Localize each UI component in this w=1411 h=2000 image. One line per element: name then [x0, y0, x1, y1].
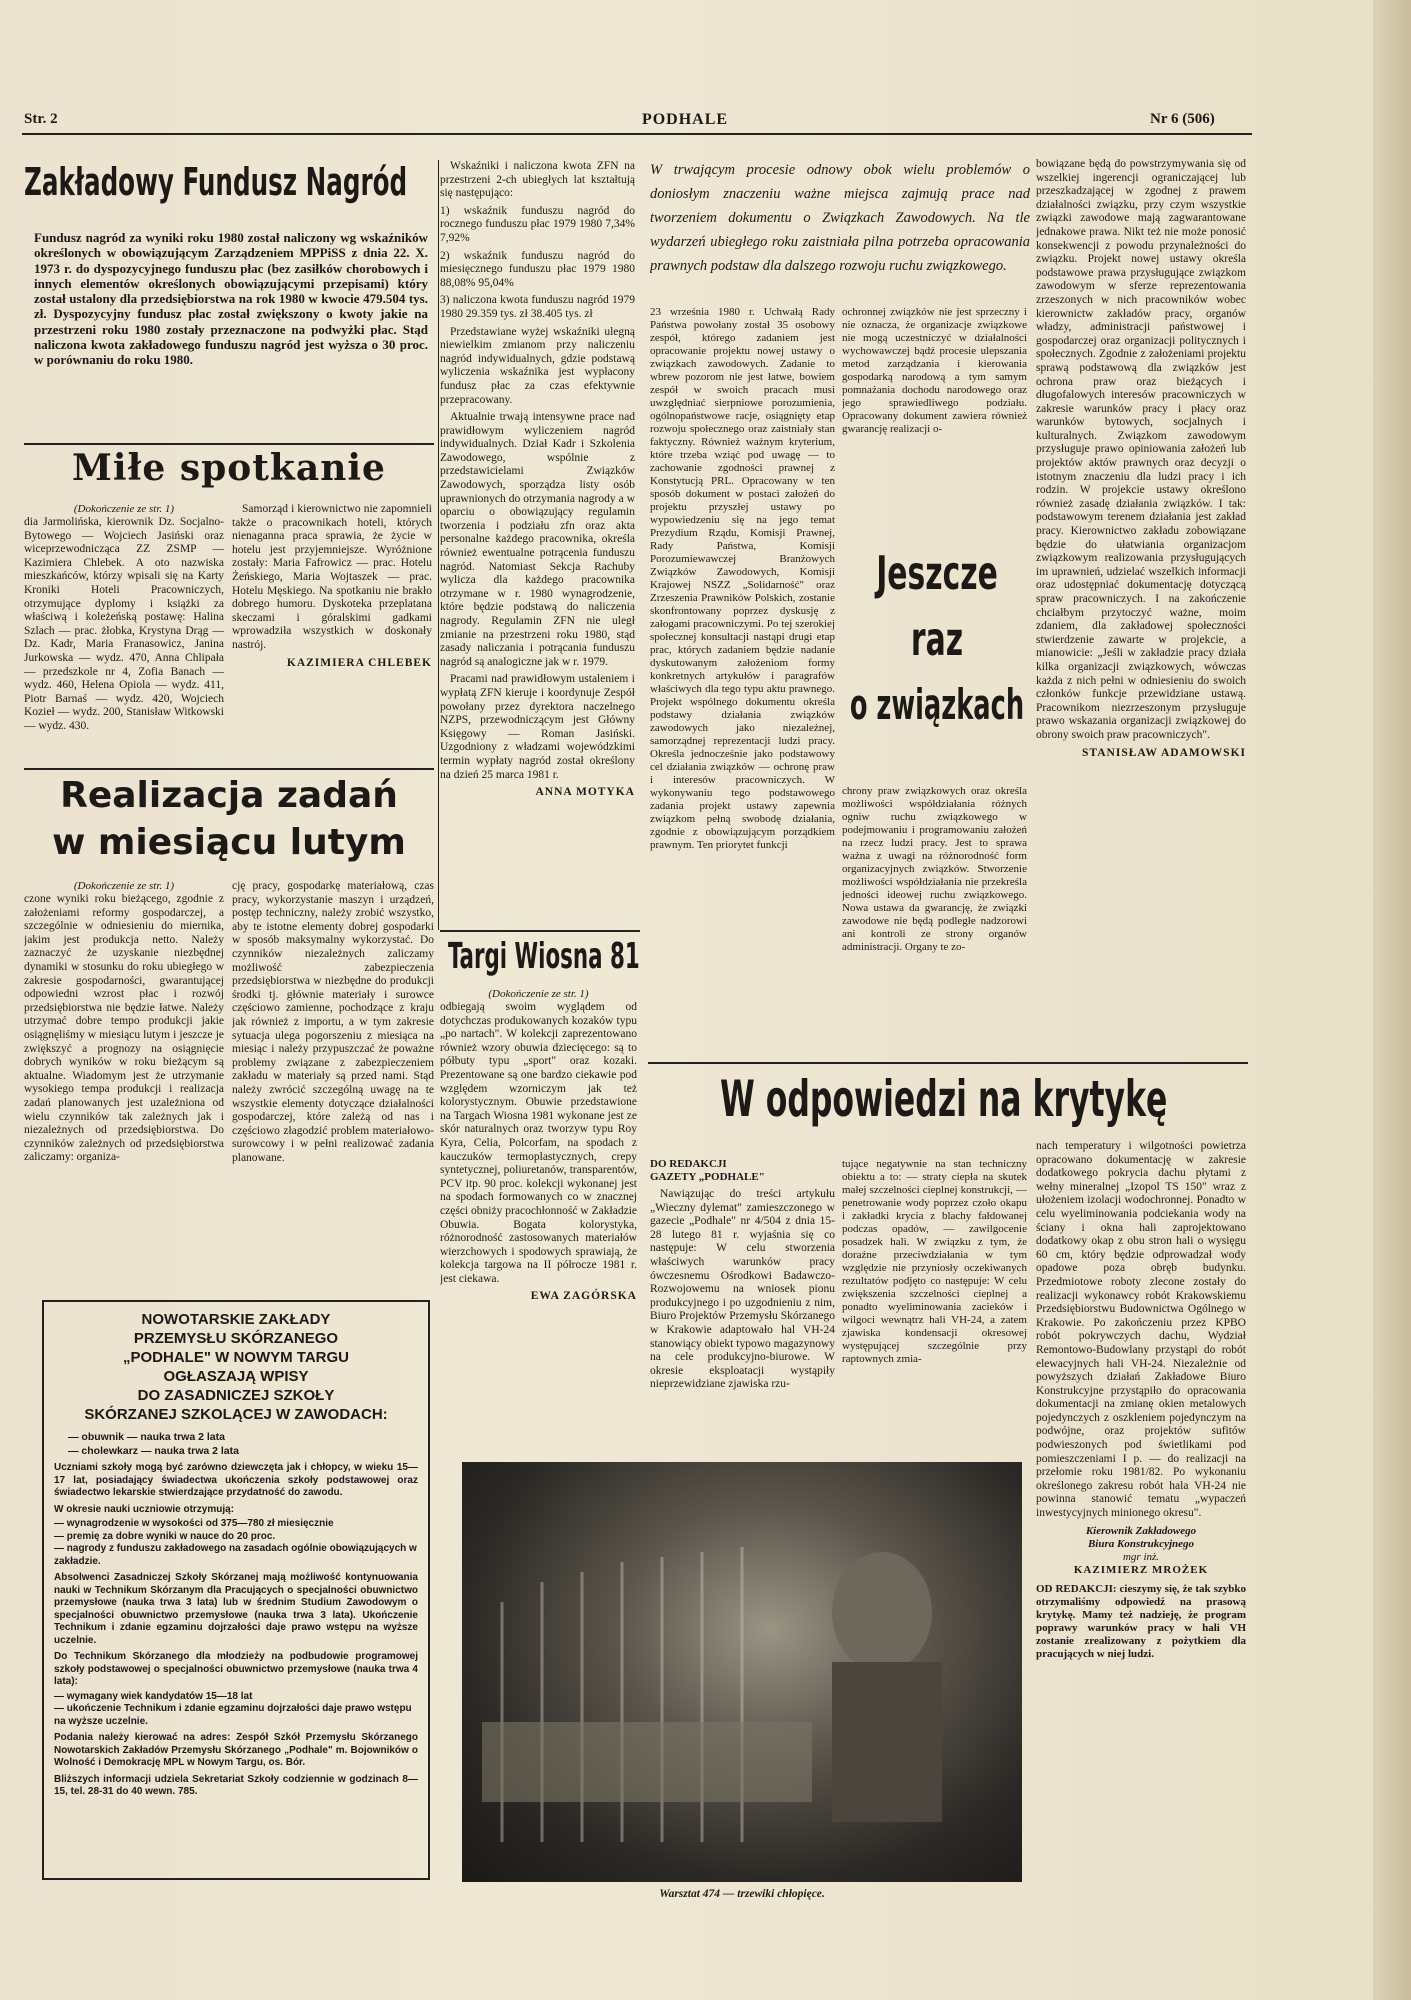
jeszcze-signature: STANISŁAW ADAMOWSKI: [1082, 746, 1246, 759]
odpowiedz-sig4: KAZIMIERZ MROŻEK: [1073, 1563, 1209, 1576]
ad-p5: Podania należy kierować na adres: Zespół Szkół Przemysłu Skórzanego Nowotarskich Zakładów Przemysłu Skórzanego „Podhale" m. Bojowników o Wolność i Demokrację MPL w Nowym Targu, os. Bór.: [54, 1732, 418, 1768]
ad-p1: Uczniami szkoły mogą być zarówno dziewczęta jak i chłopcy, w wieku 15—17 lat, posiadający świadectwa ukończenia szkoły podstawowej oraz świadectwo lekarskie stwierdzające przydatność do zawodu.: [54, 1462, 418, 1498]
spotkanie-body2: Samorząd i kierownictwo nie zapomnieli także o pracownikach hoteli, których nienaganna praca sprawia, że życie w hotelu jest przyjemniejsze. Wyróżnione zostały: Maria Fafrowicz — prac. Hotelu Żeńskiego, Maria Wojtaszek — prac. Hotelu Męskiego. Na spotkaniu nie brakło dobrego humoru. Dyskoteka przeplatana skeczami i góralskimi gadkami wprowadziła wszystkich w doskonały nastrój.: [232, 503, 432, 651]
fundusz-p2: 1) wskaźnik funduszu nagród do rocznego funduszu płac 1979 1980 7,34% 7,92%: [440, 204, 635, 244]
spotkanie-signature: KAZIMIERA CHLEBEK: [286, 656, 432, 669]
ad-req2: — ukończenie Technikum i zdanie egzaminu dojrzałości daje prawo wstępu na wyższe uczelnie.: [54, 1703, 412, 1727]
fundusz-p1: Wskaźniki i naliczona kwota ZFN na przestrzeni 2-ch ubiegłych lat kształtują się następująco:: [440, 160, 635, 200]
odpowiedz-sig1: Kierownik Zakładowego: [1085, 1524, 1197, 1537]
ad-line2: PRZEMYSŁU SKÓRZANEGO: [133, 1330, 339, 1347]
spotkanie-body1: dia Jarmolińska, kierownik Dz. Socjalno-Bytowego — Wojciech Jasiński oraz wiceprzewodnicząca ZZ ZSMP — Kazimiera Chlebek. A oto nazwiska mieszkańców, którzy wpisali się na Karty Kroniki Hoteli Pracowniczych, otrzymujące dyplomy i książki za właściwą i koleżeńską postawę: Halina Szlach — prac. żłobka, Krystyna Drąg — Dz. Kadr, Maria Franasowicz, Janina Jurkowska — wydz. 470, Anna Chlipała — przedszkole nr 4, Zofia Banach — wydz. 460, Helena Opiola — wydz. 411, Piotr Barnaś — wydz. 420, Wojciech Kozieł — wydz. 200, Stanisław Witkowski — wydz. 430.: [24, 516, 224, 732]
ad-benefit1: — wynagrodzenie w wysokości od 375—780 zł miesięcznie: [54, 1518, 334, 1529]
odpowiedz-title: W odpowiedzi na krytykę: [720, 1070, 1168, 1128]
ad-benefit2: — premię za dobre wyniki w nauce do 20 proc.: [54, 1530, 276, 1542]
masthead: PODHALE: [641, 111, 729, 128]
realizacja-title1: Realizacja zadań: [60, 775, 398, 816]
jeszcze-col3: [1036, 158, 1246, 1048]
photo-illustration: [462, 1462, 1022, 1882]
spotkanie-cont: (Dokończenie ze str. 1): [73, 503, 175, 515]
realizacja-col1: [24, 880, 224, 1290]
ad-p2: W okresie nauki uczniowie otrzymują:: [54, 1503, 235, 1515]
realizacja-body1: czone wyniki roku bieżącego, zgodnie z założeniami reformy gospodarczej, a szczególnie w odniesieniu do miernika, jakim jest produkcja netto. Należy zaznaczyć że uzyskanie niezbędnej dynamiki w stosunku do roku ubiegłego w zakresie gospodarności, gwarantującej odpowiedni wzrost płac i rozwój przedsiębiorstwa nie będzie łatwe. Należy utrzymać dobre tempo produkcji jakie osiągnęliśmy w miesiącu lutym i jeszcze je zwiększyć a prognozy na osiągnięcie dobrych wyników w roku bieżącym są aktualne. Wiadomym jest że utrzymanie wysokiego tempa produkcji i realizacja zadań planowanych jest uzależniona od wielu czynników tak zależnych jak i niezależnych od przedsiębiorstwa. Do czynników zależnych od przedsiębiorstwa zaliczamy: organiza-: [24, 893, 224, 1164]
ad-req1: — wymagany wiek kandydatów 15—18 lat: [54, 1690, 253, 1702]
realizacja-cont: (Dokończenie ze str. 1): [73, 880, 175, 892]
odpowiedz-body3: nach temperatury i wilgotności powietrza opracowano dokumentację w zakresie dodatkowego pokrycia dachu płytami z wełny mineralnej „Izopol TS 150" wraz z ułożeniem izolacji wodochronnej. Ponadto w celu wyeliminowania podciekania wody na ściany i okna hali zaprojektowano dodatkowy okap z obu stron hali o wysięgu 60 cm, który będzie odprowadzał wody opadowe poza obręb budynku. Przedmiotowe roboty zlecone zostały do realizacji wykonawcy robót Krakowskiemu Przedsiębiorstwu Budownictwa Ogólnego w Krakowie. Po zakończeniu przez KPBO robót pokrywczych dachu, Wydział Remontowo-Budowlany przystąpi do robót elewacyjnych hali VH-24. Niezależnie od powyższych działań Zakładowe Biuro Konstrukcyjne przystąpiło do opracowania dokumentacji na zmianę okien metalowych pojedynczych z oszkleniem pojedynczym na podwójne, oraz projektów sufitów podwieszonych pod świetlikami pod pomieszczeniami I p. — do realizacji na przełomie roku 1981/82. Po wykonaniu określonego zakresu robót hala VH-24 nie powinna stanowić tematu „wypaczeń inwestycyjnych minionego okresu".: [1036, 1140, 1246, 1520]
fundusz-p3: 2) wskaźnik funduszu nagród do miesięcznego funduszu płac 1979 1980 88,08% 95,04%: [440, 249, 635, 289]
column-rule: [438, 160, 439, 930]
ad-line6: SKÓRZANEJ SZKOLĄCEJ W ZAWODACH:: [84, 1406, 388, 1423]
ad-p4: Do Technikum Skórzanego dla młodzieży na podbudowie programowej szkoły podstawowej o specjalności obuwnictwo przemysłowe (nauka trwa 4 lata):: [54, 1651, 418, 1687]
section-rule: [24, 768, 434, 770]
jeszcze-title1: Jeszcze: [876, 546, 998, 600]
realizacja-title2: w miesiącu lutym: [52, 822, 406, 863]
targi-body-box: [440, 988, 637, 1438]
header-rule: [22, 133, 1252, 135]
ad-item2: — cholewkarz — nauka trwa 2 lata: [68, 1445, 239, 1457]
fundusz-p5: Przedstawiane wyżej wskaźniki ulegną niewielkim zmianom przy naliczeniu nagród indywidualnych, gdzie podstawą wyliczenia wskaźnika jest wypłacony fundusz płac za czas efektywnie przepracowany.: [440, 325, 635, 406]
odpowiedz-sig3: mgr inż.: [1122, 1550, 1160, 1563]
fundusz-p7: Pracami nad prawidłowym ustaleniem i wypłatą ZFN kieruje i koordynuje Zespół powołany przez dyrektora naczelnego NZPS, przewodniczącym jest Główny Księgowy — Roman Jasiński. Uzgodniony z władzami wojewódzkimi termin wypłaty nagród został określony na dzień 25 marca 1981 r.: [440, 673, 635, 781]
ad-benefit3: — nagrody z funduszu zakładowego na zasadach ogólnie obowiązujących w zakładzie.: [54, 1543, 417, 1567]
odpowiedz-to1: DO REDAKCJI: [650, 1158, 727, 1170]
odpowiedz-sig2: Biura Konstrukcyjnego: [1087, 1537, 1195, 1550]
targi-cont: (Dokończenie ze str. 1): [488, 988, 589, 1000]
realizacja-col2: [232, 880, 434, 1290]
jeszcze-title2: raz: [910, 612, 964, 666]
spotkanie-title: Miłe spotkanie: [72, 447, 386, 489]
jeszcze-col2b: chrony praw związkowych oraz określa możliwości współdziałania różnych ogniw ruchu związkowego w podejmowaniu i programowaniu założeń na rzecz ludzi pracy. Jest to sprawa ważna z uwagi na różnorodność form organizacyjnych związków. Stworzenie możliwości współdziałania nie przekreśla jedności ideowej ruchu związkowego. Nowa ustawa da gwarancję, że związki zawodowe nie będą podległe nadzorowi ani kontroli ze strony organów administracji. Organy te zo-: [842, 785, 1027, 953]
fundusz-signature: ANNA MOTYKA: [535, 786, 635, 799]
jeszcze-body3: bowiązane będą do powstrzymywania się od wszelkiej ingerencji ograniczającej lub przeszkadzającej w zgodnej z prawem działalności związku, przy czym wszystkie związki zawodowe mają zagwarantowane jednakowe prawa. Nikt też nie może ponosić konsekwencji z powodu przynależności do związku. Projekt nowej ustawy określa podstawowe prawa przysługujące związkom zawodowym w sferze reprezentowania zrzeszonych w nich pracowników wobec kierownictw zakładów pracy, organów władzy, administracji państwowej i gospodarczej oraz organizacji politycznych i społecznych. Zgodnie z założeniami projektu sprawą podstawową dla związków jest ochrona praw oraz bieżących i długofalowych interesów pracowniczych w zakresie warunków pracy i płacy oraz warunków bytowych, socjalnych i kulturalnych. Związkom zawodowym przysługuje prawo opiniowania założeń lub projektów aktów prawnych oraz decyzji o istotnym znaczeniu dla ludzi pracy i ich rodzin. W projekcie ustawy określono również zasadę działania związków. I tak: podstawowym terenem działania jest zakład pracy. Kierownictwo zakładu zobowiązane będzie do ułatwiania organizacjom związkowym realizowania przysługujących im uprawnień, udzielać wszelkich informacji oraz udostępniać dokumentację dotyczącą spraw pracowniczych. I na zakończenie chciałbym przytoczyć ważne, moim zdaniem, dla zakładowej społeczności stwierdzenie zawarte w projekcie, a mianowicie: „Jeśli w zakładzie pracy działa kilka organizacji związkowych, wówczas każda z nich pełni w odniesieniu do swoich członków funkcje przewidziane ustawą. Pracownikom niezrzeszonym przysługuje prawo wskazania organizacji związkowej do obrony swoich praw pracowniczych".: [1036, 158, 1246, 741]
odpowiedz-col2: tujące negatywnie na stan techniczny obiektu a to: — straty ciepła na skutek małej szczelności cieplnej konstrukcji, — penetrowanie wody poprzez czoło okapu i zakładki krycia z blachy fałdowanej podczas opadów, — zawilgocenie posadzek hali. W związku z tym, że doraźne przeciwdziałania w tym względzie nie przyniosły oczekiwanych rezultatów podjęto co następuje: W celu zwiększenia szczelności cieplnej a ponadto wyeliminowania zacieków i wilgoci wewnątrz hali VH-24, a zatem zjawiska kondensacji okresowej występującej szczególnie przy raptownych zmia-: [842, 1158, 1027, 1365]
targi-title-box: [448, 936, 648, 986]
ad-line1: NOWOTARSKIE ZAKŁADY: [141, 1311, 331, 1328]
section-rule: [648, 1062, 1248, 1064]
targi-title: Targi Wiosna 81: [448, 936, 640, 977]
school-ad: [42, 1300, 430, 1880]
ad-line3: „PODHALE" W NOWYM TARGU: [123, 1349, 349, 1366]
odpowiedz-col1: [650, 1158, 835, 1458]
page-edge: [1373, 0, 1411, 2000]
targi-signature: EWA ZAGÓRSKA: [530, 1290, 637, 1303]
fundusz-col2: [440, 160, 635, 922]
targi-body: odbiegają swoim wyglądem od dotychczas produkowanych kozaków typu „po nartach". W kolekcji zaprezentowano również wzory obuwia dziecięcego: są to półbuty typu „sport" oraz kozaki. Prezentowane są one bardzo ciekawie pod względem wzorniczym jak też kolorystycznym. Obuwie przedstawione na Targach Wiosna 1981 wykonane jest ze skór naturalnych oraz tworzyw typu Roy Kyra, Celia, Polcorfam, na spodach z kauczuków termoplastycznych, crepy syntetycznej, poliuretanów, transparentów, PCV itp. 90 proc. kolekcji wykonanej jest na spodach formowanych co w znacznej części obniży pracochłonność w Zakładzie Obuwia. Bogata kolorystyka, różnorodność zastosowanych materiałów wierzchowych i spodowych sprawiają, że kolekcja targowa na II półrocze 1981 r. jest ciekawa.: [440, 1001, 637, 1285]
realizacja-body2: cję pracy, gospodarkę materiałową, czas pracy, wykorzystanie maszyn i urządzeń, postęp techniczny, należy zrobić wszystko, aby te istotne elementy dobrej gospodarki w sposób maksymalny wykorzystać. Do czynników niezależnych zaliczamy możliwość zabezpieczenia przedsiębiorstwa w niezbędne do produkcji środki tj. głównie materiały i surowce częściowo zamienne, pochodzące z kraju jak również z importu, a w tym zakresie sytuacja ulega pogorszeniu z miesiąca na miesiąc i należy przypuszczać że poważne problemy związane z zabezpieczeniem zakładu w materiały są przed nami. Stąd należy zwrócić szczególną uwagę na te wszystkie elementy dotyczące działalności gospodarczej, które zależą od nas i częściowo złagodzić problem materiałowo-surowcowy i w pełni realizować zadania planowane.: [232, 880, 434, 1164]
jeszcze-title3: o związkach: [849, 680, 1025, 729]
jeszcze-intro: W trwającym procesie odnowy obok wielu problemów o doniosłym znaczeniu ważne miejsca zajmują prace nad tworzeniem dokumentu o Związkach Zawodowych. Na tle wydarzeń ubiegłego roku zaistniała pilna potrzeba opracowania prawnych podstaw dla dalszego rozwoju ruchu związkowego.: [650, 162, 1030, 274]
odpowiedz-title-box: [650, 1070, 1250, 1140]
spotkanie-col1: [24, 503, 224, 765]
page-number: Str. 2: [24, 111, 58, 127]
ad-p3: Absolwenci Zasadniczej Szkoły Skórzanej mają możliwość kontynuowania nauki w Technikum Skórzanym dla Pracujących o specjalności obuwnictwo przemysłowe (nauka trwa 3 lata) lub w średnim Studium Zawodowym o specjalności obuwnictwo przemysłowe (nauka trwa 3 lata). Ukończenie Technikum i zdanie egzaminu dojrzałości daje prawo wstępu na wyższe uczelnie.: [54, 1572, 418, 1646]
ad-p6: Bliższych informacji udziela Sekretariat Szkoły codziennie w godzinach 8—15, tel. 28-31 do 40 wewn. 785.: [54, 1773, 418, 1797]
fundusz-title: Zakładowy Fundusz Nagród: [24, 160, 408, 204]
odpowiedz-to2: GAZETY „PODHALE": [650, 1171, 765, 1183]
ad-item1: — obuwnik — nauka trwa 2 lata: [68, 1431, 225, 1443]
odpowiedz-body1: Nawiązując do treści artykułu „Wieczny dylemat" zamieszczonego w gazecie „Podhale" nr 4/504 z dnia 15-28 lutego 81 r. wyjaśnia się co następuje: W celu stworzenia właściwych warunków pracy ówczesnemu Ośrodkowi Badawczo-Rozwojowemu na wniosek pionu produkcyjnego i po uzgodnieniu z nim, Biuro Projektów Przemysłu Skórzanego w Krakowie adaptowało hal VH-24 stanowiący obiekt typowo magazynowy na cele produkcyjno-biurowe. W okresie eksploatacji wystąpiły nieprzewidziane zjawiska rzu-: [650, 1188, 835, 1391]
photo-caption: Warsztat 474 — trzewiki chłopięce.: [659, 1888, 825, 1900]
fundusz-p6: Aktualnie trwają intensywne prace nad prawidłowym wyliczeniem nagród indywidualnych. Dział Kadr i Szkolenia Zawodowego, wspólnie z przedstawicielami Związków Zawodowych, sporządza listy osób uprawnionych do otrzymania nagrody a w oparciu o obowiązujący regulamin tworzenia i podziału zfn oraz akta personalne każdego pracownika, określa również ewentualne potrącenia funduszu nagród. Natomiast Sekcja Rachuby wylicza dla każdego pracownika otrzymane w r. 1980 wynagrodzenie, które będzie podstawą do naliczenia nagrody. Regulamin ZFN nie uległ zmianie na przestrzeni roku 1980, stąd zasady naliczania i potrącania funduszu nagród są analogiczne jak w r. 1979.: [440, 411, 635, 668]
fundusz-lead: Fundusz nagród za wyniki roku 1980 został naliczony wg wskaźników określonych w obowiązującym Zarządzeniem MPPiSS z dnia 22. X. 1973 r. do dyspozycyjnego funduszu płac (bez zasiłków chorobowych i innych elementów określonych obowiązującymi przepisami) który został ustalony dla przedsiębiorstwa na rok 1980 w kwocie 479.504 tys. zł. Dyspozycyjny fundusz płac został zwiększony o kwoty jakie na przestrzeni roku 1980 zostały przeznaczone na podwyżki płac. Stąd naliczona kwota zakładowego funduszu nagród jest wyższa o 30 proc. w porównaniu do roku 1980.: [34, 230, 428, 368]
jeszcze-title-box: [842, 540, 1032, 770]
section-rule: [440, 930, 640, 932]
spotkanie-col2: [232, 503, 432, 765]
ad-line5: DO ZASADNICZEJ SZKOŁY: [137, 1387, 335, 1404]
factory-photo: [462, 1462, 1022, 1882]
odpowiedz-col3: [1036, 1140, 1246, 1990]
ad-line4: OGŁASZAJĄ WPISY: [163, 1368, 309, 1385]
odpowiedz-note: OD REDAKCJI: cieszymy się, że tak szybko otrzymaliśmy odpowiedź na prasową krytykę. Mamy też nadzieję, że program poprawy warunków pracy w hali VH zostanie zrealizowany z pożytkiem dla pracujących w niej ludzi.: [1036, 1582, 1246, 1660]
section-rule: [24, 443, 434, 445]
jeszcze-col1: 23 września 1980 r. Uchwałą Rady Państwa powołany został 35 osobowy zespół, którego zadaniem jest opracowanie projektu nowej ustawy o związkach zawodowych. Zadanie to wbrew pozorom nie jest łatwe, bowiem zespół w swoich pracach musi uwzględniać sierpniowe porozumienia, ogólnopaństwowe racje, osiągnięty etap rozwoju społecznego oraz zaistniały stan faktyczny. Również ważnym kryterium, które trzeba wziąć pod uwagę — to zachowanie zgodności prawnej z Konstytucją PRL. Opracowany w ten sposób dokument w postaci założeń do projektu przyszłej ustawy po wypowiedzeniu się na jego temat Prezydium Rządu, Komisji Prawnej, Rady Państwa, Komisji Porozumiewawczej Branżowych Związków Zawodowych, Komisji Krajowej NSZZ „Solidarność" oraz Zrzeszenia Prawników Polskich, zostanie skonfrontowany poprzez dyskusję z załogami pracowniczymi. Po tej szerokiej społecznej konsultacji nastąpi drugi etap prac, których zadaniem będzie nadanie dyskutowanym założeniom formy konkretnych artykułów i paragrafów właściwych dla tego typu aktu prawnego. Projekt wspólnego dokumentu określa podstawy działania związków zawodowych jako niezależnej, samorządnej reprezentacji ludzi pracy. Określa jednocześnie jako podstawowy cel działania związków — ochronę praw i interesów pracowniczych. W wykonywaniu tego podstawowego zadania projekt ustawy zapewnia związkom pełną swobodę działania, zgodnie z obowiązującym porządkiem prawnym. Ten priorytet funkcji: [650, 306, 835, 851]
fundusz-title-box: [24, 160, 434, 220]
fundusz-p4: 3) naliczona kwota funduszu nagród 1979 1980 29.359 tys. zł 38.405 tys. zł: [440, 294, 635, 320]
issue-number: Nr 6 (506): [1150, 111, 1215, 127]
jeszcze-col2: ochronnej związków nie jest sprzeczny i nie oznacza, że organizacje związkowe nie mogą uczestniczyć w działalności wychowawczej bądź procesie ulepszania metod zarządzania i kierowania gospodarką narodową a tym samym pomnażania dochodu narodowego oraz jego sprawiedliwego podziału. Opracowany dokument zawiera również gwarancję realizacji o-: [842, 306, 1027, 435]
